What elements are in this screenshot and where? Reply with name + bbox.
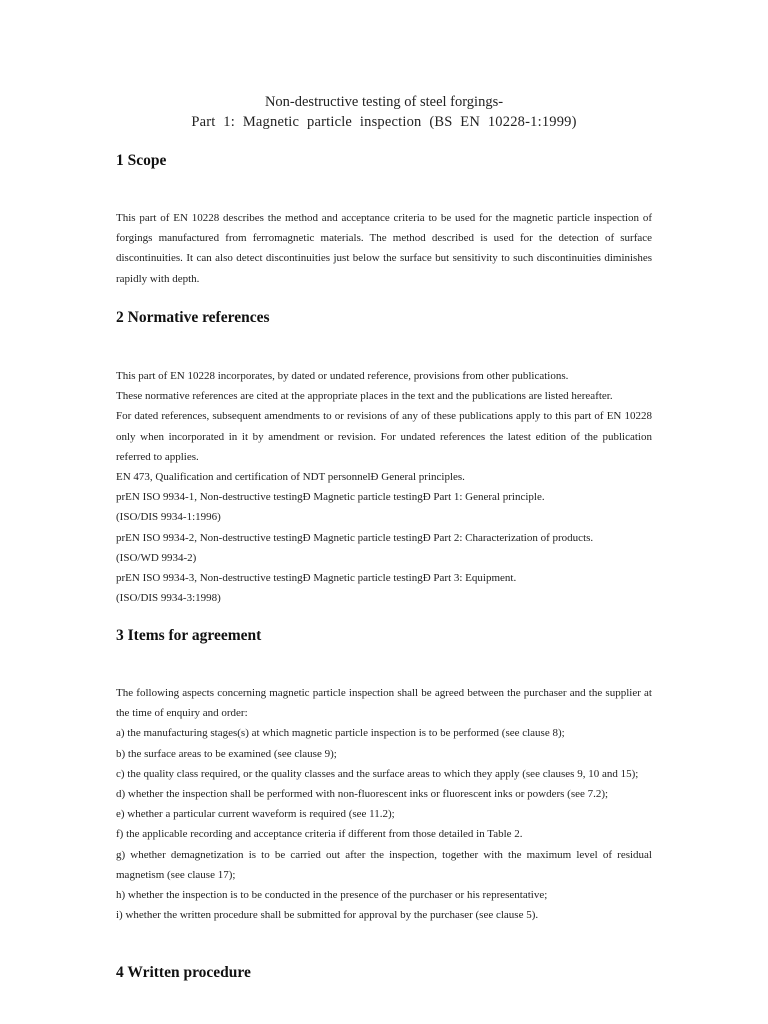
reference-item: EN 473, Qualification and certification of NDT personnelÐ General principles. — [116, 471, 465, 484]
paragraph: This part of EN 10228 incorporates, by dated or undated reference, provisions from other publications. — [116, 370, 569, 382]
section-heading-scope: 1 Scope — [116, 152, 167, 169]
section-body-items-for-agreement — [116, 683, 652, 925]
list-item: c) the quality class required, or the quality classes and the surface areas to which they apply (see clauses 9, 10 and 15); — [116, 767, 639, 780]
title-line-1: Non-destructive testing of steel forgings- — [264, 94, 504, 110]
paragraph: This part of EN 10228 describes the method and acceptance criteria to be used for the magnetic particle inspection of forgings manufactured from ferromagnetic materials. The method described is used for the detection of surface discontinuities. It can also detect discontinuities just below the surface but sensitivity to such discontinuities diminishes rapidly with depth. — [116, 212, 652, 285]
reference-item: prEN ISO 9934-3, Non-destructive testingÐ Magnetic particle testingÐ Part 3: Equipment. — [116, 572, 517, 585]
list-item: d) whether the inspection shall be performed with non-fluorescent inks or fluorescent inks or powders (see 7.2); — [116, 788, 609, 801]
list-item: g) whether demagnetization is to be carried out after the inspection, together with the maximum level of residual magnetism (see clause 17); — [116, 848, 652, 881]
section-body-normative-references — [116, 366, 652, 608]
paragraph: For dated references, subsequent amendments to or revisions of any of these publications apply to this part of EN 10228 only when incorporated in it by amendment or revision. For undated references the latest edition of the publication referred to applies. — [116, 410, 652, 463]
reference-item: prEN ISO 9934-1, Non-destructive testingÐ Magnetic particle testingÐ Part 1: General principle. — [116, 491, 545, 504]
title-line-2: Part 1: Magnetic particle inspection (BS EN 10228-1:1999) — [191, 114, 577, 130]
reference-item: (ISO/DIS 9934-3:1998) — [116, 592, 221, 605]
list-item: f) the applicable recording and acceptance criteria if different from those detailed in Table 2. — [116, 828, 523, 841]
list-item: i) whether the written procedure shall be submitted for approval by the purchaser (see clause 5). — [116, 909, 539, 922]
reference-item: (ISO/WD 9934-2) — [116, 551, 197, 564]
document-title — [0, 92, 768, 132]
section-heading-normative-references: 2 Normative references — [116, 309, 270, 326]
reference-item: (ISO/DIS 9934-1:1996) — [116, 511, 221, 524]
section-heading-items-for-agreement: 3 Items for agreement — [116, 627, 262, 644]
list-item: h) whether the inspection is to be conducted in the presence of the purchaser or his representative; — [116, 889, 548, 902]
list-item: b) the surface areas to be examined (see clause 9); — [116, 747, 337, 760]
section-body-scope — [116, 208, 652, 289]
reference-item: prEN ISO 9934-2, Non-destructive testingÐ Magnetic particle testingÐ Part 2: Characterization of products. — [116, 531, 594, 544]
list-item: a) the manufacturing stages(s) at which magnetic particle inspection is to be performed (see clause 8); — [116, 727, 565, 740]
paragraph: The following aspects concerning magnetic particle inspection shall be agreed between the purchaser and the supplier at the time of enquiry and order: — [116, 687, 652, 720]
list-item: e) whether a particular current waveform is required (see 11.2); — [116, 808, 395, 821]
paragraph: These normative references are cited at the appropriate places in the text and the publications are listed hereafter. — [116, 390, 613, 403]
section-heading-written-procedure: 4 Written procedure — [116, 964, 251, 981]
